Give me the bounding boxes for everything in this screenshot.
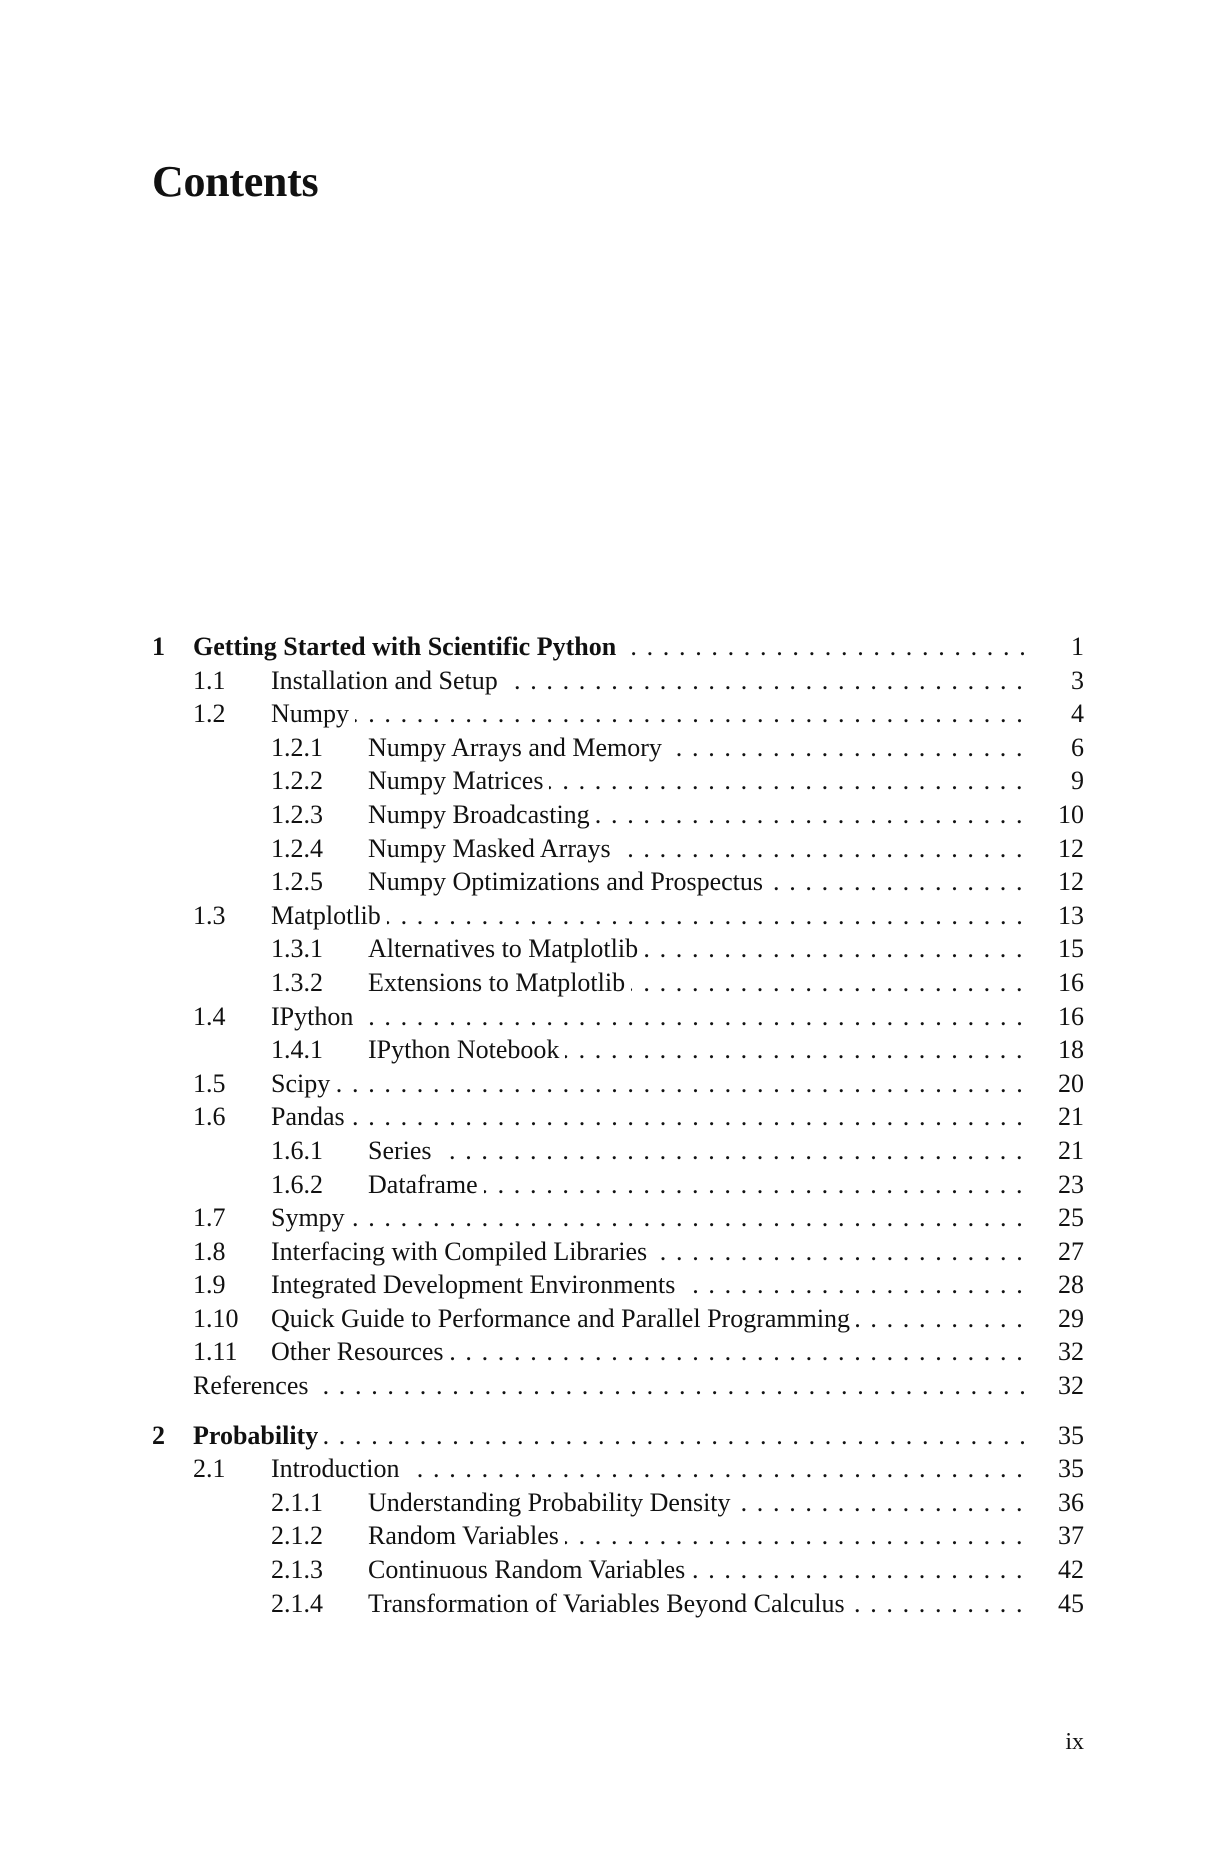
entry-title: Probability <box>193 1421 324 1450</box>
toc-entry-subsection[interactable] <box>0 1519 1221 1553</box>
entry-page: 1 <box>1071 632 1084 661</box>
entry-number: 1.10 <box>193 1303 239 1333</box>
toc-entry-section[interactable] <box>0 1100 1221 1134</box>
entry-number: 1.6 <box>193 1102 226 1132</box>
entry-title: Numpy Optimizations and Prospectus <box>368 867 769 896</box>
toc-entry-section[interactable] <box>0 1268 1221 1302</box>
toc-entry-references[interactable] <box>0 1369 1221 1403</box>
entry-title: Integrated Development Environments <box>271 1270 681 1299</box>
entry-page: 27 <box>1058 1236 1084 1266</box>
toc-entry-section[interactable] <box>0 1302 1221 1336</box>
entry-number: 1.2.1 <box>271 732 323 762</box>
toc-entry-chapter-1[interactable] <box>0 630 1221 664</box>
toc-entry-section[interactable] <box>0 697 1221 731</box>
entry-page: 20 <box>1058 1068 1084 1098</box>
entry-number: 2.1.3 <box>271 1555 323 1585</box>
entry-page: 12 <box>1058 867 1084 897</box>
toc-entry-chapter-2[interactable] <box>0 1419 1221 1453</box>
entry-page: 21 <box>1058 1102 1084 1132</box>
entry-number: 2.1.4 <box>271 1588 323 1618</box>
entry-page: 4 <box>1071 699 1084 729</box>
entry-title: IPython Notebook <box>368 1035 565 1064</box>
entry-page: 6 <box>1071 732 1084 762</box>
entry-number: 1.2.2 <box>271 766 323 796</box>
entry-number: 1.8 <box>193 1236 226 1266</box>
entry-page: 45 <box>1058 1588 1084 1618</box>
entry-title: Installation and Setup <box>271 666 504 695</box>
toc-entry-section[interactable] <box>0 1000 1221 1034</box>
toc-entry-section[interactable] <box>0 1452 1221 1486</box>
entry-number: 1.6.1 <box>271 1135 323 1165</box>
entry-number: 1.2.3 <box>271 799 323 829</box>
entry-page: 35 <box>1058 1454 1084 1484</box>
entry-page: 16 <box>1058 967 1084 997</box>
entry-title: Numpy Matrices <box>368 766 549 795</box>
entry-number: 1.4 <box>193 1001 226 1031</box>
toc-entry-subsection[interactable] <box>0 764 1221 798</box>
entry-page: 9 <box>1071 766 1084 796</box>
entry-title: IPython <box>271 1002 359 1031</box>
entry-number: 1.1 <box>193 665 226 695</box>
toc-entry-subsection[interactable] <box>0 731 1221 765</box>
entry-number: 2.1 <box>193 1454 226 1484</box>
entry-title: Introduction <box>271 1454 406 1483</box>
entry-page: 21 <box>1058 1135 1084 1165</box>
entry-page: 36 <box>1058 1487 1084 1517</box>
entry-title: Numpy Arrays and Memory <box>368 733 668 762</box>
toc-entry-section[interactable] <box>0 1235 1221 1269</box>
entry-page: 18 <box>1058 1035 1084 1065</box>
entry-number: 1.4.1 <box>271 1035 323 1065</box>
page-number: ix <box>1065 1729 1084 1755</box>
entry-title: Extensions to Matplotlib <box>368 968 631 997</box>
entry-page: 32 <box>1058 1371 1084 1401</box>
toc-entry-subsection[interactable] <box>0 932 1221 966</box>
entry-title: Numpy Broadcasting <box>368 800 596 829</box>
entry-title: Other Resources <box>271 1337 450 1366</box>
entry-title: Numpy <box>271 699 355 728</box>
entry-number: 1.3.2 <box>271 967 323 997</box>
entry-title: Matplotlib <box>271 901 387 930</box>
entry-number: 2 <box>152 1420 165 1450</box>
entry-title: Quick Guide to Performance and Parallel Programming <box>271 1304 856 1333</box>
toc-entry-subsection[interactable] <box>0 798 1221 832</box>
entry-page: 35 <box>1058 1420 1084 1450</box>
toc-entry-subsection[interactable] <box>0 865 1221 899</box>
entry-page: 25 <box>1058 1203 1084 1233</box>
entry-page: 15 <box>1058 934 1084 964</box>
page-title: Contents <box>152 157 319 206</box>
entry-page: 3 <box>1071 665 1084 695</box>
entry-number: 1.5 <box>193 1068 226 1098</box>
entry-page: 13 <box>1058 900 1084 930</box>
entry-number: 1.2.4 <box>271 833 323 863</box>
toc-entry-section[interactable] <box>0 1201 1221 1235</box>
entry-page: 32 <box>1058 1337 1084 1367</box>
toc-entry-subsection[interactable] <box>0 966 1221 1000</box>
entry-title: Pandas <box>271 1102 351 1131</box>
entry-title: Interfacing with Compiled Libraries <box>271 1237 653 1266</box>
entry-title: Getting Started with Scientific Python <box>193 632 622 661</box>
entry-title: References <box>193 1371 314 1400</box>
toc-entry-section[interactable] <box>0 664 1221 698</box>
toc-entry-section[interactable] <box>0 1335 1221 1369</box>
entry-number: 1.2 <box>193 699 226 729</box>
toc-entry-subsection[interactable] <box>0 1033 1221 1067</box>
entry-title: Random Variables <box>368 1521 565 1550</box>
entry-page: 29 <box>1058 1303 1084 1333</box>
entry-number: 1.3.1 <box>271 934 323 964</box>
entry-title: Alternatives to Matplotlib <box>368 934 644 963</box>
entry-number: 1.11 <box>193 1337 238 1367</box>
toc-entry-section[interactable] <box>0 899 1221 933</box>
entry-number: 2.1.1 <box>271 1487 323 1517</box>
entry-title: Dataframe <box>368 1170 484 1199</box>
entry-number: 1.2.5 <box>271 867 323 897</box>
entry-page: 23 <box>1058 1169 1084 1199</box>
entry-title: Understanding Probability Density <box>368 1488 737 1517</box>
toc-entry-subsection[interactable] <box>0 1553 1221 1587</box>
toc-entry-subsection[interactable] <box>0 1587 1221 1621</box>
entry-page: 16 <box>1058 1001 1084 1031</box>
entry-number: 1.9 <box>193 1270 226 1300</box>
entry-number: 1 <box>152 632 165 661</box>
entry-page: 28 <box>1058 1270 1084 1300</box>
entry-number: 1.6.2 <box>271 1169 323 1199</box>
entry-title: Series <box>368 1136 438 1165</box>
entry-title: Continuous Random Variables <box>368 1555 691 1584</box>
entry-page: 42 <box>1058 1555 1084 1585</box>
entry-page: 10 <box>1058 799 1084 829</box>
entry-number: 1.3 <box>193 900 226 930</box>
toc-entry-subsection[interactable] <box>0 1134 1221 1168</box>
entry-number: 1.7 <box>193 1203 226 1233</box>
toc-entry-subsection[interactable] <box>0 832 1221 866</box>
entry-page: 37 <box>1058 1521 1084 1551</box>
entry-title: Transformation of Variables Beyond Calculus <box>368 1589 851 1618</box>
entry-title: Numpy Masked Arrays <box>368 834 617 863</box>
entry-title: Scipy <box>271 1069 336 1098</box>
table-of-contents <box>0 630 1221 1620</box>
toc-entry-subsection[interactable] <box>0 1486 1221 1520</box>
entry-title: Sympy <box>271 1203 351 1232</box>
toc-entry-section[interactable] <box>0 1067 1221 1101</box>
toc-entry-subsection[interactable] <box>0 1168 1221 1202</box>
entry-page: 12 <box>1058 833 1084 863</box>
entry-number: 2.1.2 <box>271 1521 323 1551</box>
